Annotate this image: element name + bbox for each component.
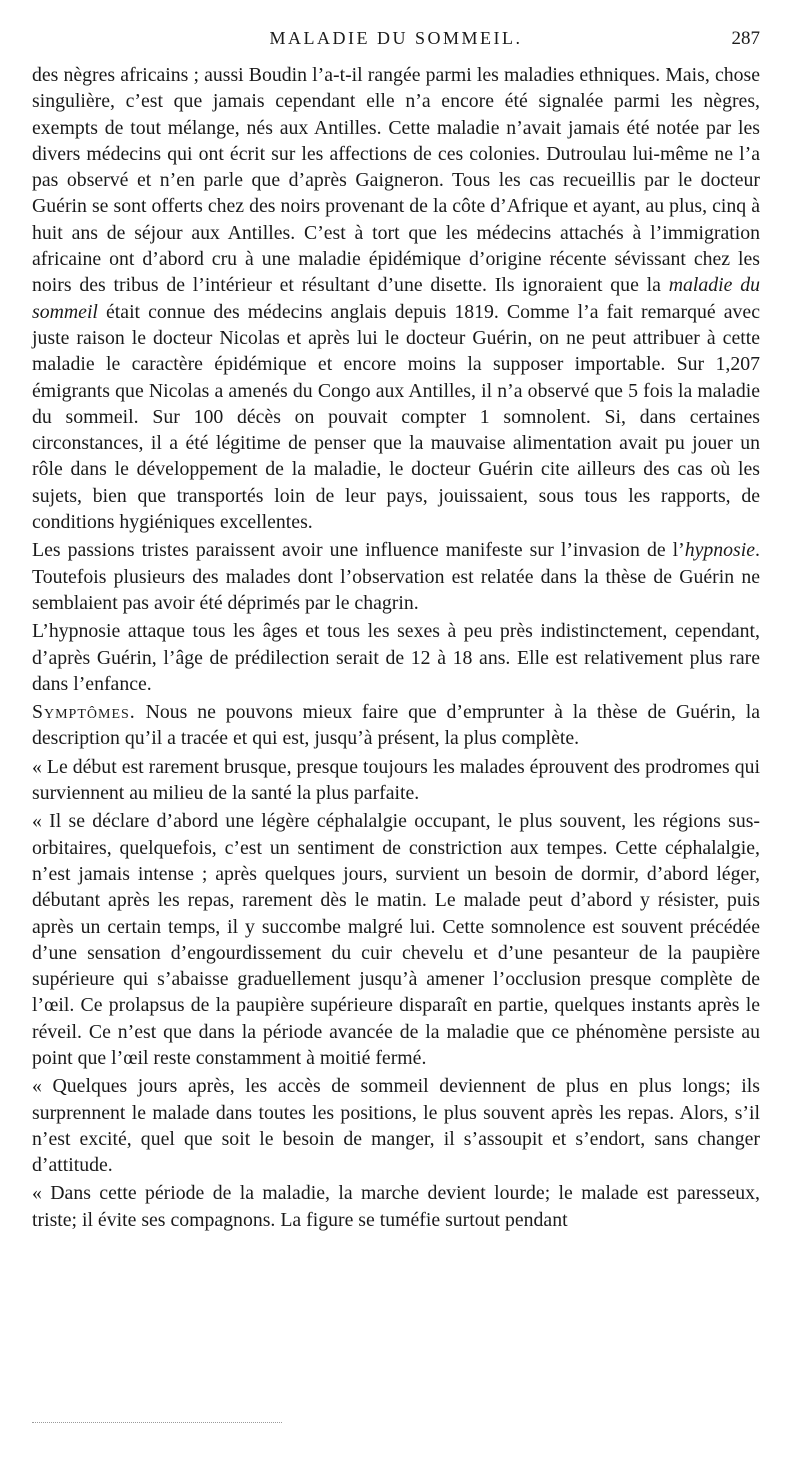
section-heading: Symptômes.	[32, 701, 136, 724]
running-title: MALADIE DU SOMMEIL.	[269, 28, 523, 48]
text-run: « Le début est rarement brusque, presque toujours les malades éprouvent des prodromes qui surviennent au milieu de la santé la plus parfaite.	[32, 755, 760, 805]
paragraph	[32, 808, 760, 1071]
paragraph	[32, 537, 760, 616]
paragraph	[32, 62, 760, 535]
italic-text: maladie du sommeil	[32, 274, 760, 323]
paragraph	[32, 1180, 760, 1233]
text-run: « Il se déclare d’abord une légère céphalalgie occupant, le plus souvent, les régions sus-orbitaires, quelquefois, c’est un sentiment de constriction aux tempes. Cette céphalalgie, n’est jamais intense ; après quelques jours, survient un besoin de dormir, d’abord léger, débutant après les repas, rarement dès le matin. Le malade peut d’abord y résister, puis après un certain temps, il y succombe malgré lui. Cette somnolence est souvent précédée d’une sensation d’engourdissement du cuir chevelu et d’une pesanteur de la paupière supérieure qui s’abaisse graduellement jusqu’à amener l’occlusion presque complète de l’œil. Ce prolapsus de la paupière supérieure disparaît en partie, quelques instants après le réveil. Ce n’est que dans la période avancée de la maladie que ce phénomène persiste au point que l’œil reste constamment à moitié fermé.	[32, 810, 760, 1069]
text-run: « Dans cette période de la maladie, la marche devient lourde; le malade est paresseux, triste; il évite ses compagnons. La figure se tuméfie surtout pendant	[32, 1182, 760, 1231]
text-run: L’hypnosie attaque tous les âges et tous les sexes à peu près indistinctement, cependant, d’après Guérin, l’âge de prédilection serait de 12 à 18 ans. Elle est relativement plus rare dans l’enfance.	[32, 620, 760, 695]
page-header	[32, 28, 760, 58]
italic-text: hypnosie	[684, 539, 756, 562]
body-text	[32, 62, 760, 1233]
paragraph	[32, 754, 760, 807]
page-number: 287	[731, 28, 760, 49]
text-run: Les passions tristes paraissent avoir une influence manifeste sur l’invasion de l’	[32, 539, 685, 562]
paragraph	[32, 618, 760, 697]
text-run: des nègres africains ; aussi Boudin l’a-t-il rangée parmi les maladies ethniques. Mais, chose singulière, c’est que jamais cependant elle n’a encore été signalée parmi les nègres, exempts de tout mélange, nés aux Antilles. Cette maladie n’avait jamais été notée par les divers médecins qui ont écrit sur les affections de ces colonies. Dutroulau lui-même ne l’a pas observé et n’en parle que d’après Gaigneron. Tous les cas recueillis par le docteur Guérin se sont offerts chez des noirs provenant de la côte d’Afrique et ayant, au plus, cinq à huit ans de séjour aux Antilles. C’est à tort que les médecins attachés à l’immigration africaine ont d’abord cru à une maladie épidémique d’origine récente sévissant chez les noirs des tribus de l’intérieur et résultant d’une disette. Ils ignoraient que la	[32, 64, 760, 297]
text-run: Nous ne pouvons mieux faire que d’emprunter à la thèse de Guérin, la description qu’il a tracée et qui est, jusqu’à présent, la plus complète.	[32, 701, 760, 750]
paragraph	[32, 699, 760, 752]
text-run: « Quelques jours après, les accès de sommeil deviennent de plus en plus longs; ils surprennent le malade dans toutes les positions, le plus souvent après les repas. Alors, s’il n’est excité, quel que soit le besoin de manger, il s’assoupit et s’endort, sans changer d’attitude.	[32, 1075, 760, 1177]
paragraph	[32, 1073, 760, 1178]
text-run: . Toutefois plusieurs des malades dont l’observation est relatée dans la thèse de Guérin ne semblaient pas avoir été déprimés par le chagrin.	[32, 539, 760, 614]
text-run: était connue des médecins anglais depuis 1819. Comme l’a fait remarqué avec juste raison le docteur Nicolas et après lui le docteur Guérin, on ne peut attribuer à cette maladie le caractère épidémique et encore moins la supposer importable. Sur 1,207 émigrants que Nicolas a amenés du Congo aux Antilles, il n’a observé que 5 fois la maladie du sommeil. Sur 100 décès on pouvait compter 1 somnolent. Si, dans certaines circonstances, il a été légitime de penser que la mauvaise alimentation avait pu jouer un rôle dans le développement de la maladie, le docteur Guérin cite ailleurs des cas où les sujets, bien que transportés loin de leur pays, jouissaient, sous tous les rapports, de conditions hygiéniques excellentes.	[32, 300, 760, 534]
bottom-divider	[32, 1422, 282, 1423]
